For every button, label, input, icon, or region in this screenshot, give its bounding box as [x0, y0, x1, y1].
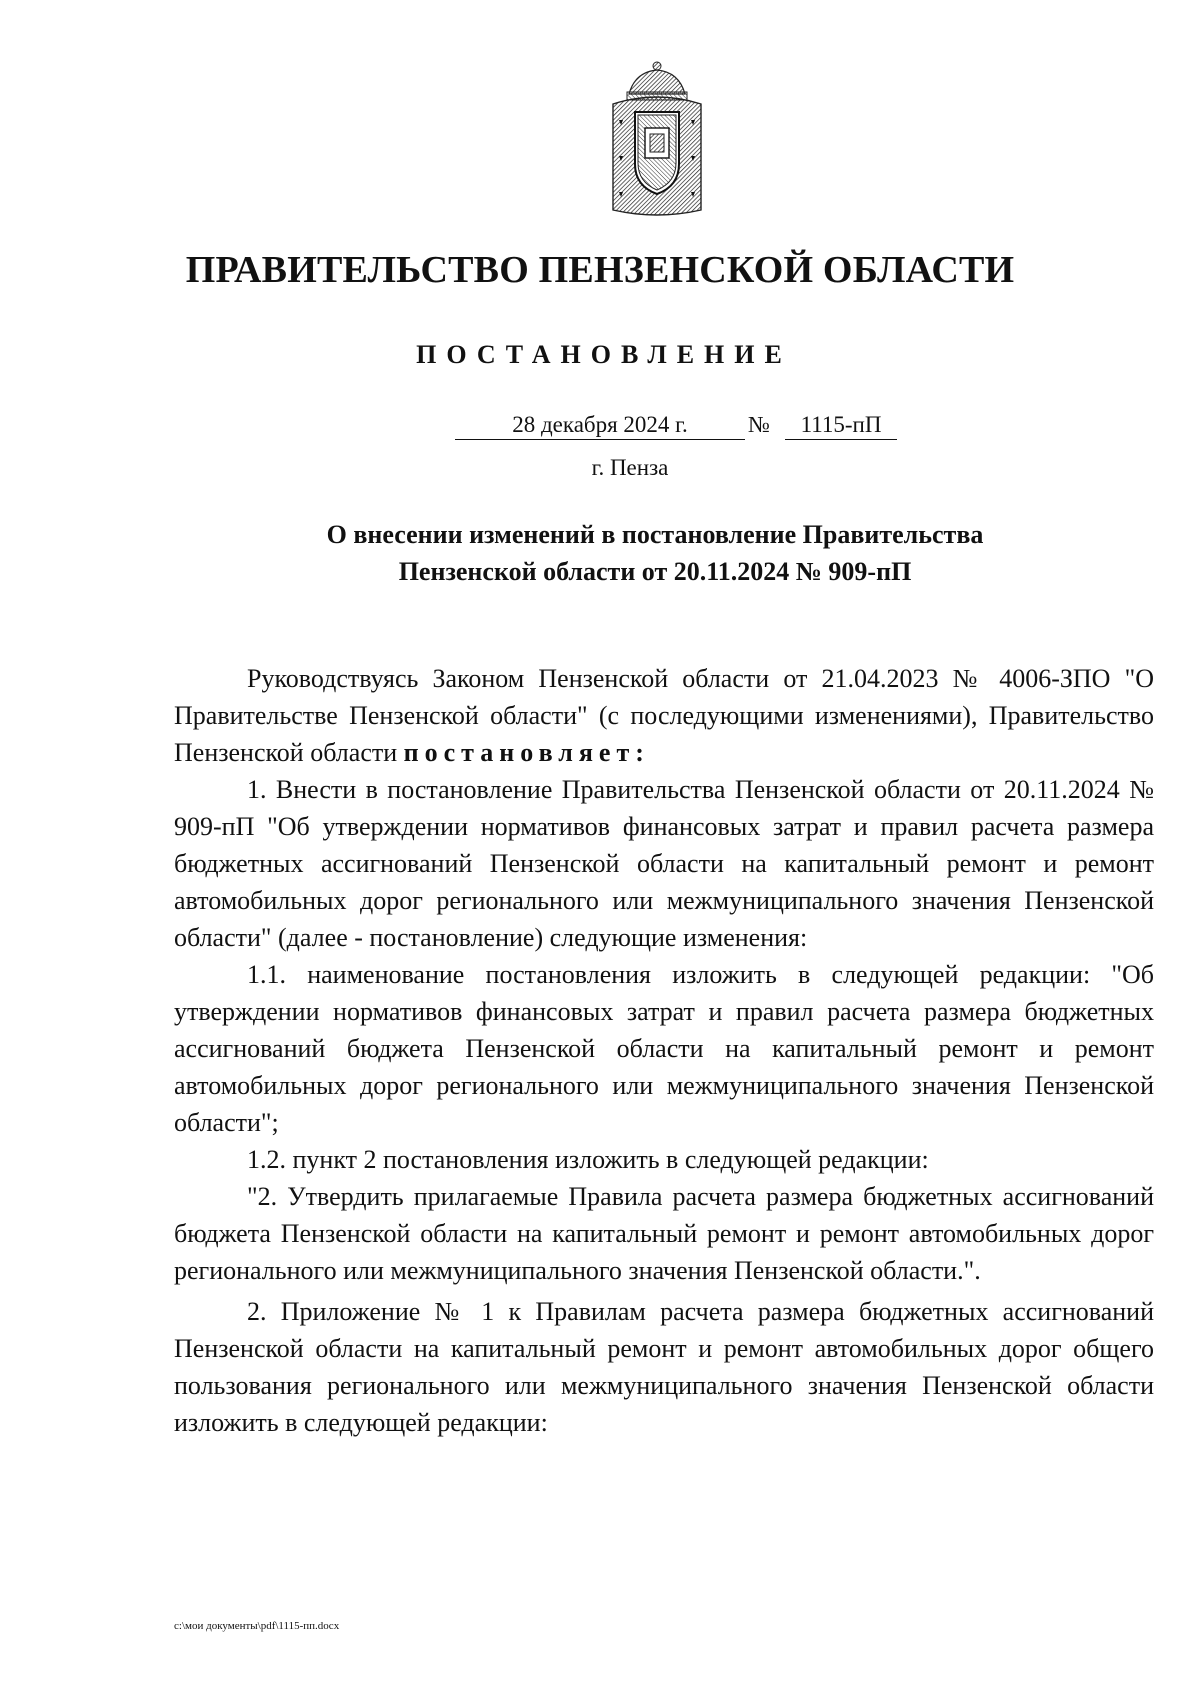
document-body — [174, 660, 1154, 1441]
coat-of-arms-emblem — [605, 60, 709, 220]
file-path-footer: c:\мои документы\pdf\1115-пп.docx — [174, 1620, 340, 1632]
number-sign: № — [748, 412, 770, 437]
preamble-decree-word: постановляет: — [403, 738, 650, 767]
paragraph-preamble — [174, 660, 1154, 771]
document-number: 1115-пП — [785, 412, 897, 440]
subject-line-2: Пензенской области от 20.11.2024 № 909-пП — [398, 557, 912, 586]
paragraph-1-1: 1.1. наименование постановления изложить в следующей редакции: "Об утверждении нормативов финансовых затрат и правил расчета размера бюджетных ассигнований бюджета Пензенской области на капитальный ремонт и ремонт автомобильных дорог регионального или межмуниципального значения Пензенской области"; — [174, 960, 1154, 1137]
document-date: 28 декабря 2024 г. — [455, 412, 745, 440]
document-city: г. Пенза — [591, 455, 669, 480]
preamble-text: Руководствуясь Законом Пензенской области от 21.04.2023 № 4006-ЗПО "О Правительстве Пензенской области" (с последующими изменениями), Правительство Пензенской области — [174, 664, 1154, 767]
subject-line-1: О внесении изменений в постановление Правительства — [326, 520, 984, 549]
document-type: ПОСТАНОВЛЕНИЕ — [416, 340, 792, 369]
paragraph-quote-2: "2. Утвердить прилагаемые Правила расчета размера бюджетных ассигнований бюджета Пензенской области на капитальный ремонт и ремонт автомобильных дорог регионального или межмуниципального значения Пензенской области.". — [174, 1182, 1154, 1285]
paragraph-1-2: 1.2. пункт 2 постановления изложить в следующей редакции: — [247, 1145, 929, 1174]
paragraph-2: 2. Приложение № 1 к Правилам расчета размера бюджетных ассигнований Пензенской области на капитальный ремонт и ремонт автомобильных дорог общего пользования регионального или межмуниципального значения Пензенской области изложить в следующей редакции: — [174, 1297, 1154, 1437]
paragraph-1: 1. Внести в постановление Правительства Пензенской области от 20.11.2024 № 909-пП "Об утверждении нормативов финансовых затрат и правил расчета размера бюджетных ассигнований Пензенской области на капитальный ремонт и ремонт автомобильных дорог регионального или межмуниципального значения Пензенской области" (далее - постановление) следующие изменения: — [174, 775, 1154, 952]
document-subject — [245, 516, 1065, 590]
organization-title: ПРАВИТЕЛЬСТВО ПЕНЗЕНСКОЙ ОБЛАСТИ — [185, 249, 1015, 291]
